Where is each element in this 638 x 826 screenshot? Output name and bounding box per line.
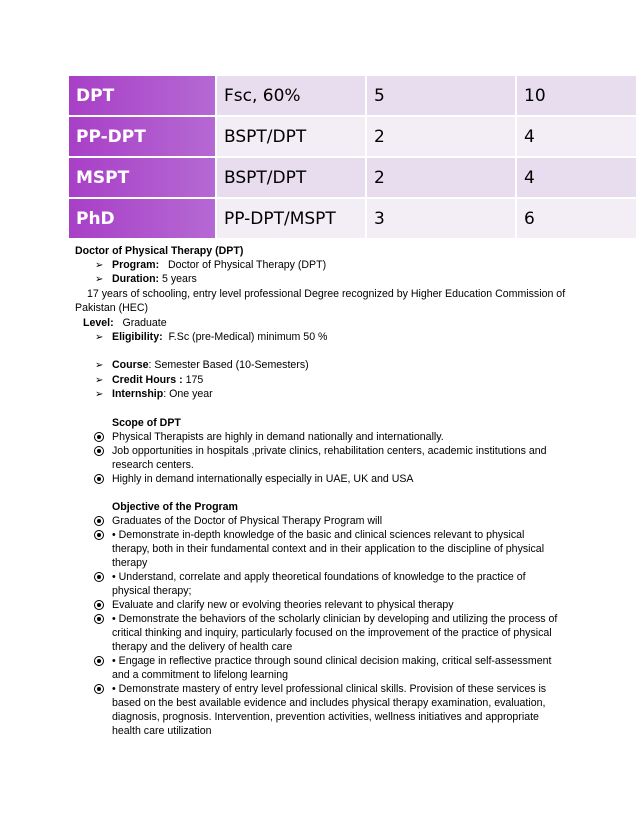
arrow-bullet-icon: ➢ [95,389,104,400]
circle-bullet-icon [94,474,104,484]
objective-item-cont: based on the best available evidence and includes physical therapy examination, evaluation, [112,697,546,709]
circle-bullet-icon [94,656,104,666]
objective-item-cont: therapy, both in their fundamental context and in their application to the discipline of physical [112,543,545,555]
circle-bullet-icon [94,432,104,442]
objective-item: • Demonstrate the behaviors of the scholarly clinician by developing and utilizing the process of [112,613,558,625]
table-row [68,157,637,198]
arrow-bullet-icon: ➢ [95,360,104,371]
objective-item-cont: and a commitment to lifelong learning [112,669,289,681]
entry-cell: Fsc, 60% [216,75,366,116]
schooling-line: 17 years of schooling, entry level professional Degree recognized by Higher Education Commission of [87,288,566,300]
entry-cell: BSPT/DPT [216,157,366,198]
arrow-bullet-icon: ➢ [95,274,104,285]
objective-item-cont: physical therapy; [112,585,192,597]
doc-title: Doctor of Physical Therapy (DPT) [75,245,244,257]
value-cell: 4 [516,157,637,198]
objective-item: Graduates of the Doctor of Physical Therapy Program will [112,515,383,527]
table-row [68,198,637,239]
circle-bullet-icon [94,446,104,456]
eligibility-line: Eligibility: F.Sc (pre-Medical) minimum 50 % [112,331,328,343]
objective-item-cont: therapy [112,557,148,569]
value-cell: 3 [366,198,516,239]
scope-heading: Scope of DPT [112,417,181,429]
objective-item-cont: diagnosis, prognosis. Intervention, prevention activities, wellness initiatives and appropriate [112,711,539,723]
objective-item-cont: therapy and the delivery of health care [112,641,293,653]
credit-line: Credit Hours : 175 [112,374,204,386]
degree-cell: PP-DPT [68,116,216,157]
duration-line: Duration: 5 years [112,273,197,285]
objective-item: • Understand, correlate and apply theoretical foundations of knowledge to the practice of [112,571,526,583]
course-line: Course: Semester Based (10-Semesters) [112,359,309,371]
level-line: Level: Graduate [83,317,167,329]
objective-item-cont: critical thinking and inquiry, particularly focused on the improvement of the practice of physical [112,627,552,639]
scope-item: Highly in demand internationally especially in UAE, UK and USA [112,473,414,485]
value-cell: 4 [516,116,637,157]
circle-bullet-icon [94,572,104,582]
arrow-bullet-icon: ➢ [95,332,104,343]
circle-bullet-icon [94,614,104,624]
objective-item-cont: health care utilization [112,725,212,737]
degree-cell: MSPT [68,157,216,198]
value-cell: 5 [366,75,516,116]
entry-cell: PP-DPT/MSPT [216,198,366,239]
value-cell: 2 [366,157,516,198]
circle-bullet-icon [94,684,104,694]
table-row [68,116,637,157]
degree-cell: PhD [68,198,216,239]
arrow-bullet-icon: ➢ [95,260,104,271]
circle-bullet-icon [94,516,104,526]
scope-item-cont: research centers. [112,459,194,471]
circle-bullet-icon [94,600,104,610]
objective-heading: Objective of the Program [112,501,238,513]
degree-cell: DPT [68,75,216,116]
program-line: Program: Doctor of Physical Therapy (DPT) [112,259,327,271]
internship-line: Internship: One year [112,388,213,400]
objective-item: • Demonstrate mastery of entry level professional clinical skills. Provision of these services is [112,683,547,695]
objective-item: Evaluate and clarify new or evolving theories relevant to physical therapy [112,599,454,611]
value-cell: 2 [366,116,516,157]
objective-item: • Engage in reflective practice through sound clinical decision making, critical self-assessment [112,655,552,667]
entry-cell: BSPT/DPT [216,116,366,157]
objective-item: • Demonstrate in-depth knowledge of the basic and clinical sciences relevant to physical [112,529,525,541]
scope-item: Physical Therapists are highly in demand nationally and internationally. [112,431,444,443]
table-row [68,75,637,116]
arrow-bullet-icon: ➢ [95,375,104,386]
scope-item: Job opportunities in hospitals ,private clinics, rehabilitation centers, academic institutions and [112,445,547,457]
programs-table [67,74,638,240]
circle-bullet-icon [94,530,104,540]
schooling-line: Pakistan (HEC) [75,302,148,314]
value-cell: 10 [516,75,637,116]
value-cell: 6 [516,198,637,239]
